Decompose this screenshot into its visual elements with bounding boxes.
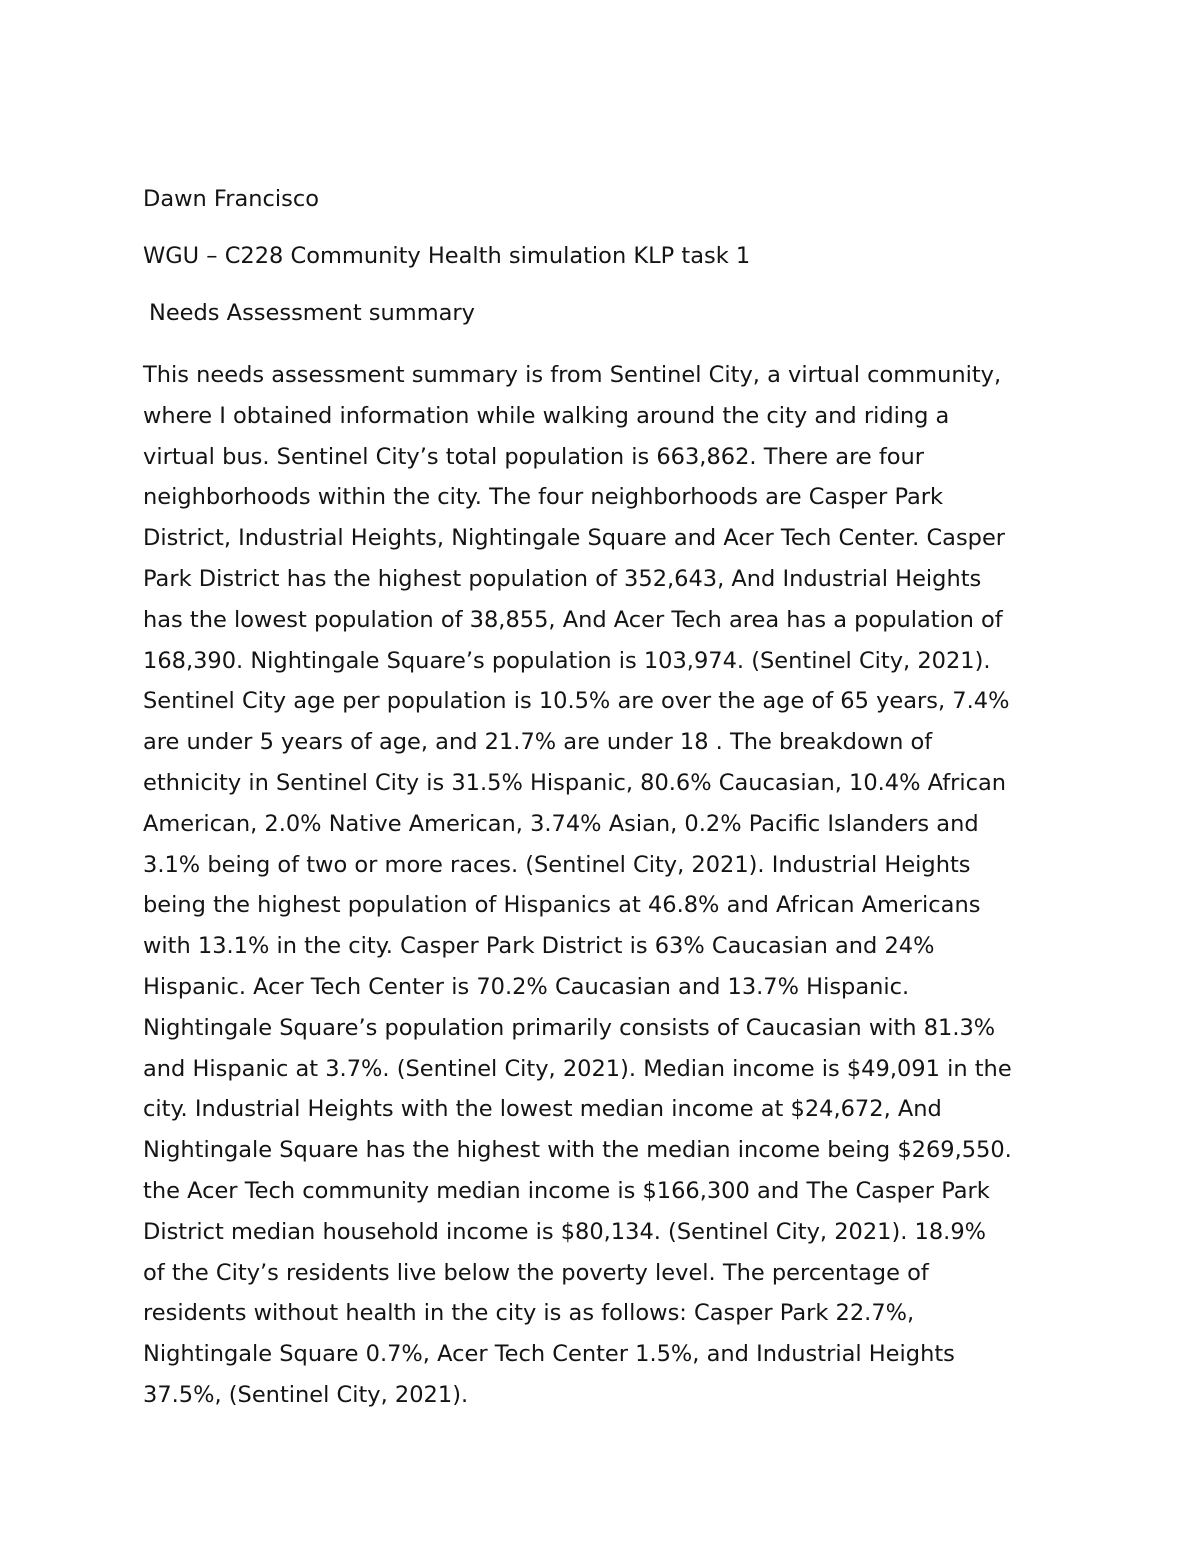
paragraph-line: city. Industrial Heights with the lowest median income at $24,672, And (143, 1096, 942, 1123)
paragraph-line: Nightingale Square has the highest with the median income being $269,550. (143, 1137, 1012, 1164)
paragraph-line: 168,390. Nightingale Square’s population is 103,974. (Sentinel City, 2021). (143, 647, 991, 674)
paragraph-line: with 13.1% in the city. Casper Park District is 63% Caucasian and 24% (143, 933, 935, 960)
section-heading: Needs Assessment summary (149, 300, 475, 326)
paragraph-line: District median household income is $80,134. (Sentinel City, 2021). 18.9% (143, 1218, 987, 1245)
author-name: Dawn Francisco (143, 186, 320, 212)
paragraph-line: Sentinel City age per population is 10.5% are over the age of 65 years, 7.4% (143, 688, 1010, 715)
paragraph-line: Nightingale Square’s population primarily consists of Caucasian with 81.3% (143, 1014, 996, 1041)
paragraph-line: has the lowest population of 38,855, And Acer Tech area has a population of (143, 606, 1003, 633)
paragraph-line: ethnicity in Sentinel City is 31.5% Hispanic, 80.6% Caucasian, 10.4% African (143, 769, 1007, 796)
paragraph-line: 37.5%, (Sentinel City, 2021). (143, 1381, 469, 1408)
paragraph-line: residents without health in the city is as follows: Casper Park 22.7%, (143, 1300, 915, 1327)
paragraph-line: where I obtained information while walking around the city and riding a (143, 402, 950, 429)
paragraph-line: This needs assessment summary is from Sentinel City, a virtual community, (143, 362, 1002, 388)
paragraph-line: being the highest population of Hispanics at 46.8% and African Americans (143, 892, 981, 919)
document-content (143, 184, 1063, 1416)
course-title: WGU – C228 Community Health simulation KLP task 1 (143, 243, 751, 269)
body-paragraph (143, 355, 1063, 1416)
paragraph-line: Nightingale Square 0.7%, Acer Tech Center 1.5%, and Industrial Heights (143, 1341, 955, 1368)
paragraph-line: the Acer Tech community median income is $166,300 and The Casper Park (143, 1177, 990, 1204)
paragraph-line: virtual bus. Sentinel City’s total population is 663,862. There are four (143, 443, 925, 470)
paragraph-line: American, 2.0% Native American, 3.74% Asian, 0.2% Pacific Islanders and (143, 810, 979, 837)
paragraph-line: of the City’s residents live below the poverty level. The percentage of (143, 1259, 929, 1286)
paragraph-line: 3.1% being of two or more races. (Sentinel City, 2021). Industrial Heights (143, 851, 971, 878)
paragraph-line: Hispanic. Acer Tech Center is 70.2% Caucasian and 13.7% Hispanic. (143, 973, 910, 1000)
paragraph-line: Park District has the highest population of 352,643, And Industrial Heights (143, 565, 982, 592)
paragraph-line: are under 5 years of age, and 21.7% are under 18 . The breakdown of (143, 729, 933, 756)
paragraph-line: neighborhoods within the city. The four neighborhoods are Casper Park (143, 484, 944, 511)
paragraph-line: District, Industrial Heights, Nightingale Square and Acer Tech Center. Casper (143, 525, 1006, 552)
paragraph-line: and Hispanic at 3.7%. (Sentinel City, 2021). Median income is $49,091 in the (143, 1055, 1012, 1082)
